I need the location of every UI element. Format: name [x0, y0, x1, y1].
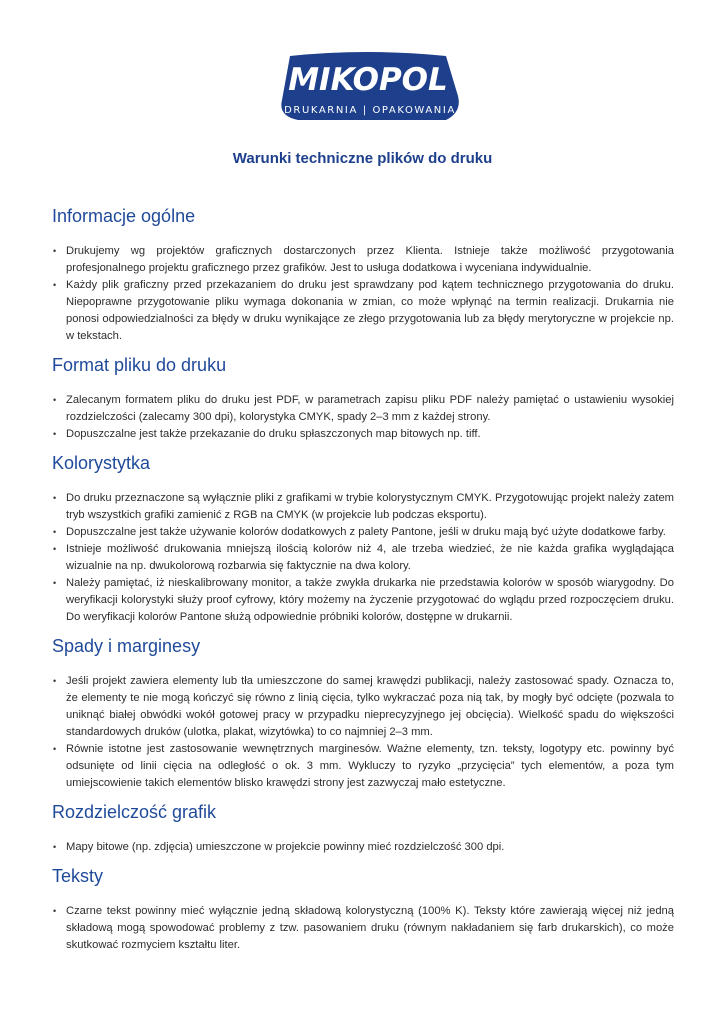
- list-item: • Mapy bitowe (np. zdjęcia) umieszczone w projekcie powinny mieć rozdzielczość 300 dpi.: [52, 839, 674, 856]
- logo-tagline-text: DRUKARNIA | OPAKOWANIA: [284, 105, 456, 116]
- section-heading: Kolorystytka: [52, 453, 151, 473]
- bullet-list: [52, 392, 674, 443]
- section-heading: Format pliku do druku: [52, 355, 227, 375]
- bullet-list: [52, 490, 674, 626]
- section-resolution: [52, 800, 674, 856]
- bullet-list: [52, 243, 674, 345]
- section-heading: Teksty: [52, 866, 104, 886]
- list-item: • Dopuszczalne jest także używanie kolorów dodatkowych z palety Pantone, jeśli w druku mają być użyte dodatkowe farby.: [52, 524, 674, 541]
- section-file-format: [52, 353, 674, 443]
- section-general-info: [52, 204, 674, 345]
- list-item: • Dopuszczalne jest także przekazanie do druku spłaszczonych map bitowych np. tiff.: [52, 426, 674, 443]
- bullet-list: [52, 839, 674, 856]
- logo-brand-text: MIKOPOL: [288, 62, 448, 98]
- section-texts: [52, 864, 674, 954]
- bullet-list: [52, 903, 674, 954]
- list-item: • Równie istotne jest zastosowanie wewnętrznych marginesów. Ważne elementy, tzn. teksty, logotypy etc. powinny być odsunięte od linii cięcia na odległość o ok. 3 mm. Wykluczy to ryzyko „przycięcia” tych elementów, a poza tym umiejscowienie takich elementów blisko krawędzi strony jest zazwyczaj mało estetyczne.: [52, 741, 674, 792]
- document-body: [52, 204, 674, 962]
- bullet-list: [52, 673, 674, 792]
- list-item: • Drukujemy wg projektów graficznych dostarczonych przez Klienta. Istnieje także możliwość przygotowania profesjonalnego projektu graficznego przez grafików. Jest to usługa dodatkowa i wyceniana indywidualnie.: [52, 243, 674, 277]
- company-logo: [268, 50, 464, 126]
- list-item: • Każdy plik graficzny przed przekazaniem do druku jest sprawdzany pod kątem technicznego przygotowania do druku. Niepoprawne przygotowanie pliku wymaga dokonania w zmian, co może wpłynąć na termin realizacji. Drukarnia nie ponosi odpowiedzialności za błędy w druku wynikające ze złego przygotowania lub za błędy merytoryczne w projekcie np. w tekstach.: [52, 277, 674, 345]
- list-item: • Jeśli projekt zawiera elementy lub tła umieszczone do samej krawędzi publikacji, należy zastosować spady. Oznacza to, że elementy te nie mogą kończyć się równo z linią cięcia, tylko wykraczać poza nią tak, by mogły być odcięte (pozwala to uniknąć białej obwódki wokół gotowej pracy w przypadku nieprecyzyjnego jej obcięcia). Wielkość spadu do większości standardowych druków (ulotka, plakat, wizytówka) to co najmniej 2–3 mm.: [52, 673, 674, 741]
- section-bleeds-margins: [52, 634, 674, 792]
- list-item: • Czarne tekst powinny mieć wyłącznie jedną składową kolorystyczną (100% K). Teksty które zawierają więcej niż jedną składową mogą spowodować problemy z tzw. pasowaniem druku (równym nakładaniem się farb drukarskich), co może skutkować rozmyciem kształtu liter.: [52, 903, 674, 954]
- list-item: • Istnieje możliwość drukowania mniejszą ilością kolorów niż 4, ale trzeba wiedzieć, że nie każda grafika wyglądająca wizualnie na np. dwukolorową rozbarwia się faktycznie na dwa kolory.: [52, 541, 674, 575]
- section-colors: [52, 451, 674, 626]
- list-item: • Zalecanym formatem pliku do druku jest PDF, w parametrach zapisu pliku PDF należy pamiętać o ustawieniu wysokiej rozdzielczości (zalecamy 300 dpi), kolorystyka CMYK, spady 2–3 mm z każdej strony.: [52, 392, 674, 426]
- list-item: • Należy pamiętać, iż nieskalibrowany monitor, a także zwykła drukarka nie przedstawia kolorów w sposób wiarygodny. Do weryfikacji kolorystyki służy proof cyfrowy, który możemy na życzenie przygotować do wglądu przed rozpoczęciem druku. Do weryfikacji kolorów Pantone służą odpowiednie próbniki kolorów, dostępne w drukarnii.: [52, 575, 674, 626]
- section-heading: Informacje ogólne: [52, 206, 196, 226]
- section-heading: Spady i marginesy: [52, 636, 201, 656]
- mikopol-logo-graphic: [268, 50, 464, 126]
- document-title: Warunki techniczne plików do druku: [232, 150, 493, 167]
- list-item: • Do druku przeznaczone są wyłącznie pliki z grafikami w trybie kolorystycznym CMYK. Przygotowując projekt należy zatem tryb wszystkich grafiki zamienić z RGB na CMYK (w projekcie lub podczas eksportu).: [52, 490, 674, 524]
- section-heading: Rozdzielczość grafik: [52, 802, 217, 822]
